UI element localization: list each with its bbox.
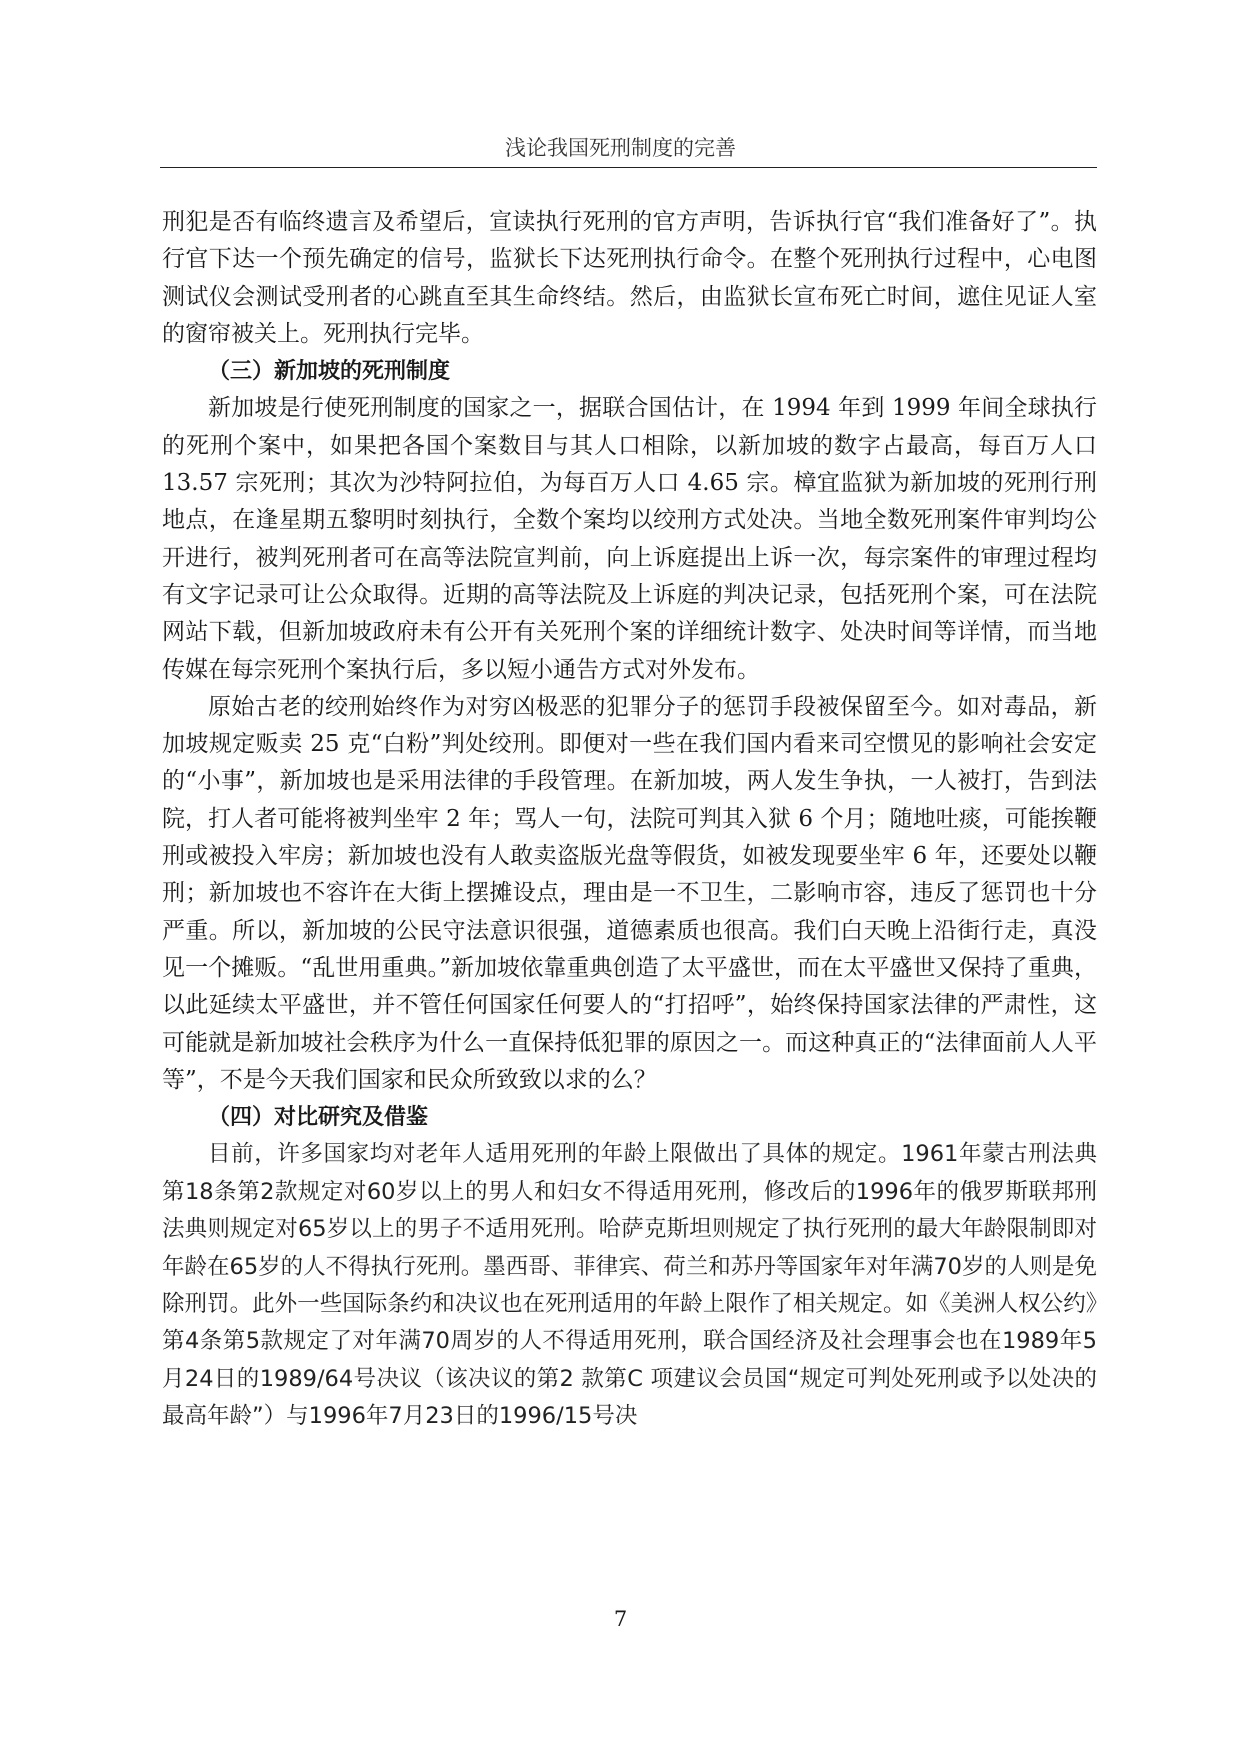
page-number: 7: [613, 1607, 628, 1631]
running-header-title: 浅论我国死刑制度的完善: [505, 136, 736, 160]
paragraph-comparison: 目前，许多国家均对老年人适用死刑的年龄上限做出了具体的规定。1961年蒙古刑法典第18条第2款规定对60岁以上的男人和妇女不得适用死刑，修改后的1996年的俄罗斯联邦刑法典则规定对65岁以上的男子不适用死刑。哈萨克斯坦则规定了执行死刑的最大年龄限制即对年龄在65岁的人不得执行死刑。墨西哥、菲律宾、荷兰和苏丹等国家年对年满70岁的人则是免除刑罚。此外一些国际条约和决议也在死刑适用的年龄上限作了相关规定。如《美洲人权公约》第4条第5款规定了对年满70周岁的人不得适用死刑，联合国经济及社会理事会也在1989年5月24日的1989/64号决议（该决议的第2 款第C 项建议会员国“规定可判处死刑或予以处决的最高年龄”）与1996年7月23日的1996/15号决: [162, 1141, 1097, 1430]
header-divider: [160, 167, 1097, 168]
paragraph-singapore-overview: 新加坡是行使死刑制度的国家之一，据联合国估计，在 1994 年到 1999 年间全球执行的死刑个案中，如果把各国个案数目与其人口相除，以新加坡的数字占最高，每百万人口 13.57 宗死刑；其次为沙特阿拉伯，为每百万人口 4.65 宗。樟宜监狱为新加坡的死刑行刑地点，在逢星期五黎明时刻执行，全数个案均以绞刑方式处决。当地全数死刑案件审判均公开进行，被判死刑者可在高等法院宣判前，向上诉庭提出上诉一次，每宗案件的审理过程均有文字记录可让公众取得。近期的高等法院及上诉庭的判决记录，包括死刑个案，可在法院网站下载，但新加坡政府未有公开有关死刑个案的详细统计数字、处决时间等详情，而当地传媒在每宗死刑个案执行后，多以短小通告方式对外发布。: [162, 395, 1097, 683]
paragraph-continued: 刑犯是否有临终遗言及希望后，宣读执行死刑的官方声明，告诉执行官“我们准备好了”。执行官下达一个预先确定的信号，监狱长下达死刑执行命令。在整个死刑执行过程中，心电图测试仪会测试受刑者的心跳直至其生命终结。然后，由监狱长宣布死亡时间，遮住见证人室的窗帘被关上。死刑执行完毕。: [162, 209, 1097, 347]
paragraph-singapore-hanging: 原始古老的绞刑始终作为对穷凶极恶的犯罪分子的惩罚手段被保留至今。如对毒品，新加坡规定贩卖 25 克“白粉”判处绞刑。即便对一些在我们国内看来司空惯见的影响社会安定的“小事”，新加坡也是采用法律的手段管理。在新加坡，两人发生争执，一人被打，告到法院，打人者可能将被判坐牢 2 年；骂人一句，法院可判其入狱 6 个月；随地吐痰，可能挨鞭刑或被投入牢房；新加坡也没有人敢卖盗版光盘等假货，如被发现要坐牢 6 年，还要处以鞭刑；新加坡也不容许在大街上摆摊设点，理由是一不卫生，二影响市容，违反了惩罚也十分严重。所以，新加坡的公民守法意识很强，道德素质也很高。我们白天晚上沿街行走，真没见一个摊贩。“乱世用重典。”新加坡依靠重典创造了太平盛世，而在太平盛世又保持了重典，以此延续太平盛世，并不管任何国家任何要人的“打招呼”，始终保持国家法律的严肃性，这可能就是新加坡社会秩序为什么一直保持低犯罪的原因之一。而这种真正的“法律面前人人平等”，不是今天我们国家和民众所致致以求的么？: [162, 693, 1097, 1093]
document-body: [162, 204, 1097, 1436]
section-heading-singapore: （三）新加坡的死刑制度: [208, 359, 451, 385]
section-heading-comparison: （四）对比研究及借鉴: [208, 1105, 429, 1131]
